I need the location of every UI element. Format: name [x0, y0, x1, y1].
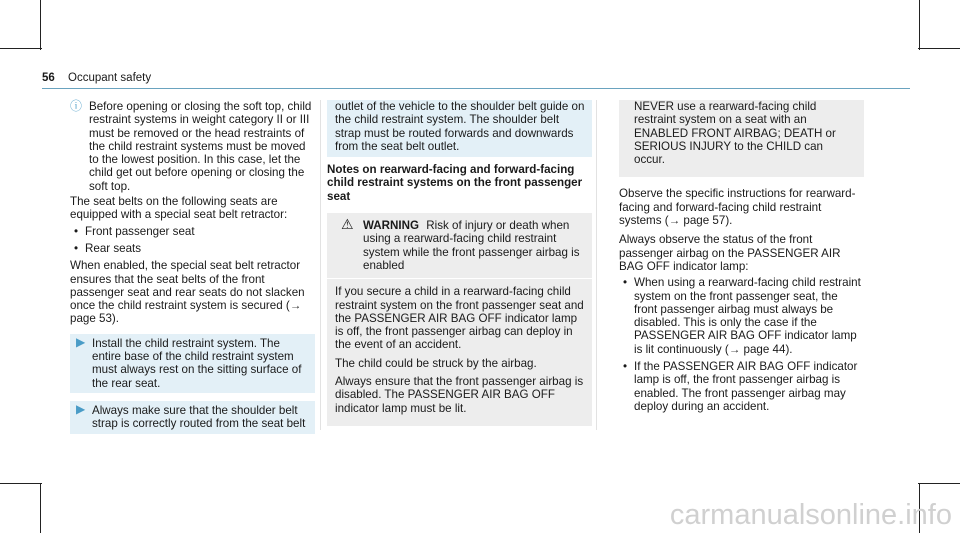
instruction-step: [70, 401, 315, 434]
column-divider: [320, 100, 321, 430]
info-icon: ⓘ: [70, 99, 83, 113]
crop-mark: [40, 483, 41, 533]
warning-header: [327, 213, 592, 279]
crop-mark: [918, 48, 960, 49]
watermark: carmanualsonline.info: [669, 499, 952, 531]
warning-paragraph: The child could be struck by the airbag.: [335, 356, 537, 370]
step-text: Install the child restraint system. The entire base of the child restraint system must always rest on the sitting surface of the rear seat.: [92, 336, 302, 390]
intro-text: The seat belts on the following seats are equipped with a special seat belt retractor:: [70, 195, 288, 222]
column-1: [70, 100, 315, 442]
warning-paragraph: Always ensure that the front passenger airbag is disabled. The PASSENGER AIR BAG OFF indicator lamp must be lit.: [335, 375, 584, 415]
column-2: [327, 100, 592, 426]
section-title: Occupant safety: [68, 72, 152, 84]
warning-body: [327, 279, 592, 426]
play-arrow-icon: ▶: [76, 334, 86, 349]
list-item: • Front passenger seat: [70, 225, 315, 238]
crop-mark: [0, 48, 42, 49]
column-3: [619, 100, 864, 417]
warning-label: WARNING: [363, 219, 420, 233]
note-text: Before opening or closing the soft top, child restraint systems in weight category II or III must be removed or the head restraints of the child restraint systems must be moved to the lowest position. In this case, let the child get out before opening or closing the soft top.: [89, 100, 312, 193]
warning-box: [327, 213, 592, 426]
retractor-paragraph: When enabled, the special seat belt retractor ensures that the seat belts of the front passenger seat and rear seats do not slacken once the child restraint system is secured (→ page 53).: [70, 259, 305, 326]
crop-mark: [0, 483, 42, 484]
step-text: outlet of the vehicle to the shoulder belt guide on the child restraint system. The shoulder belt strap must be routed forwards and downwards from the seat belt outlet.: [335, 100, 585, 153]
list-item: • If the PASSENGER AIR BAG OFF indicator lamp is off, the front passenger airbag is enabled. The front passenger airbag may deploy during an accident.: [619, 360, 864, 413]
warning-triangle-icon: ⚠: [341, 216, 354, 233]
column-divider: [596, 100, 597, 430]
crop-mark: [919, 0, 920, 50]
airbag-status-list: [619, 276, 864, 413]
info-note: [70, 100, 315, 193]
header-rule: [42, 88, 910, 89]
list-item: • Rear seats: [70, 242, 315, 255]
section-heading: Notes on rearward-facing and forward-facing child restraint systems on the front passenger seat: [327, 163, 583, 203]
page-header: [42, 72, 151, 85]
page-number: 56: [42, 72, 55, 84]
instruction-step: [70, 334, 315, 393]
warning-paragraph: If you secure a child in a rearward-facing child restraint system on the front passenger seat and the PASSENGER AIR BAG OFF indicator lamp is off, the front passenger airbag can deploy in the event of an accident.: [335, 285, 584, 352]
warning-title: Risk of injury or death when using a rearward-facing child restraint system while the front passenger airbag is enabled: [363, 219, 580, 272]
warning-box-continued: [619, 100, 864, 177]
seat-list: [70, 225, 315, 256]
crop-mark: [918, 483, 960, 484]
observe-paragraph: Observe the specific instructions for rearward-facing and forward-facing child restraint systems (→ page 57).: [619, 187, 856, 228]
play-arrow-icon: ▶: [76, 401, 86, 416]
step-text: Always make sure that the shoulder belt strap is correctly routed from the seat belt: [92, 403, 306, 431]
list-item: • When using a rearward-facing child restraint system on the front passenger seat, the front passenger airbag must always be disabled. This is only the case if the PASSENGER AIR BAG OFF indicator lamp is lit continuously (→ page 44).: [619, 276, 864, 356]
status-paragraph: Always observe the status of the front passenger airbag on the PASSENGER AIR BAG OFF indicator lamp:: [619, 233, 841, 273]
crop-mark: [40, 0, 41, 50]
instruction-step-continued: [327, 100, 592, 157]
warning-paragraph: NEVER use a rearward-facing child restraint system on a seat with an ENABLED FRONT AIRBAG; DEATH or SERIOUS INJURY to the CHILD can occur.: [634, 100, 836, 167]
